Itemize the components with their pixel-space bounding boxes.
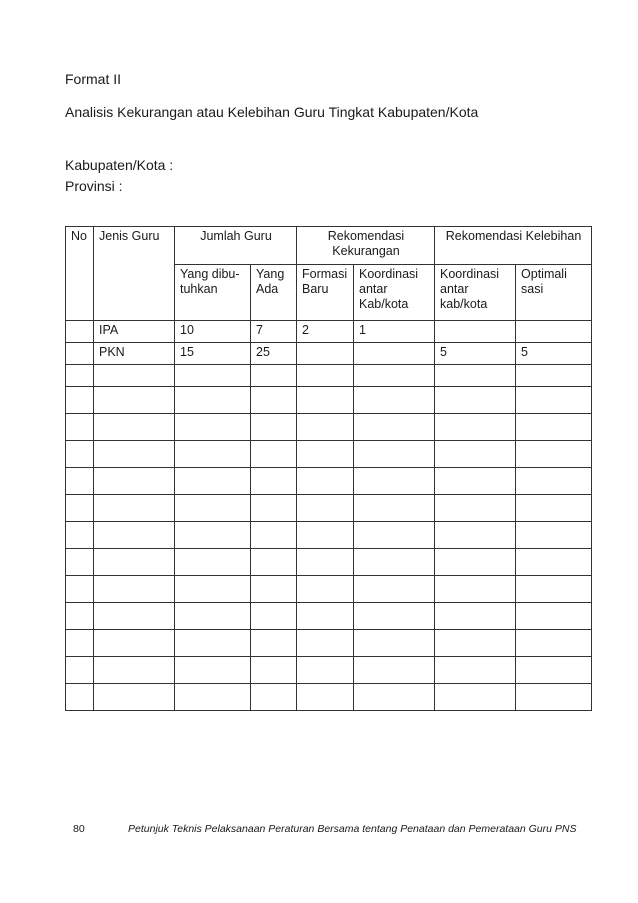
table-cell: 10 [175,321,251,343]
empty-cell [66,657,94,684]
empty-cell [175,441,251,468]
empty-cell [354,603,435,630]
empty-cell [297,603,354,630]
empty-cell [297,441,354,468]
empty-cell [516,549,592,576]
empty-row [66,630,592,657]
empty-cell [354,630,435,657]
table-cell: 5 [435,343,516,365]
empty-row [66,657,592,684]
empty-cell [297,414,354,441]
header-koordinasi-kelebihan: Koordinasi antar kab/kota [435,265,516,321]
empty-cell [175,522,251,549]
empty-cell [175,495,251,522]
empty-cell [354,657,435,684]
empty-cell [94,495,175,522]
empty-cell [251,387,297,414]
empty-cell [175,576,251,603]
empty-cell [354,414,435,441]
empty-cell [94,684,175,711]
empty-cell [175,603,251,630]
header-yang-ada: Yang Ada [251,265,297,321]
table-cell: 2 [297,321,354,343]
table-cell: IPA [94,321,175,343]
empty-cell [435,603,516,630]
empty-cell [516,684,592,711]
document-title: Analisis Kekurangan atau Kelebihan Guru Tingkat Kabupaten/Kota [65,104,479,120]
empty-row [66,414,592,441]
header-rekomendasi-kelebihan: Rekomendasi Kelebihan [435,227,592,265]
empty-cell [354,468,435,495]
empty-cell [516,365,592,387]
empty-cell [94,441,175,468]
footer-text: Petunjuk Teknis Pelaksanaan Peraturan Bersama tentang Penataan dan Pemerataan Guru PNS [128,823,577,835]
table-cell [66,321,94,343]
empty-row [66,441,592,468]
empty-cell [354,576,435,603]
empty-cell [251,630,297,657]
empty-cell [516,657,592,684]
empty-cell [516,576,592,603]
table-row [66,321,592,343]
empty-cell [251,495,297,522]
empty-cell [516,468,592,495]
empty-cell [175,684,251,711]
empty-cell [516,630,592,657]
empty-cell [297,495,354,522]
empty-cell [94,387,175,414]
header-jenis-guru: Jenis Guru [94,227,175,321]
table-cell [435,321,516,343]
header-no: No [66,227,94,321]
empty-cell [297,657,354,684]
empty-cell [175,387,251,414]
table-cell: 7 [251,321,297,343]
empty-cell [94,365,175,387]
empty-cell [175,630,251,657]
provinsi-label: Provinsi : [65,178,123,194]
empty-cell [435,684,516,711]
empty-cell [435,468,516,495]
table-row [66,343,592,365]
empty-cell [94,468,175,495]
format-label: Format II [65,71,122,87]
empty-cell [251,603,297,630]
table-cell [354,343,435,365]
empty-row [66,468,592,495]
empty-cell [175,414,251,441]
empty-row [66,387,592,414]
empty-cell [66,441,94,468]
empty-cell [435,441,516,468]
empty-cell [66,387,94,414]
empty-cell [516,414,592,441]
empty-cell [66,365,94,387]
analysis-table [65,226,592,711]
header-jumlah-guru: Jumlah Guru [175,227,297,265]
empty-cell [66,522,94,549]
empty-cell [94,549,175,576]
empty-cell [354,549,435,576]
kabupaten-label: Kabupaten/Kota : [65,157,174,173]
empty-cell [251,684,297,711]
table-cell: 15 [175,343,251,365]
empty-cell [94,630,175,657]
header-optimalisasi: Optimali sasi [516,265,592,321]
empty-cell [66,468,94,495]
empty-cell [435,549,516,576]
empty-cell [251,657,297,684]
empty-row [66,522,592,549]
table-cell: 25 [251,343,297,365]
table-cell [66,343,94,365]
empty-row [66,603,592,630]
empty-cell [175,549,251,576]
header-rekomendasi-kekurangan: Rekomendasi Kekurangan [297,227,435,265]
empty-cell [175,468,251,495]
empty-cell [66,684,94,711]
empty-cell [175,365,251,387]
empty-cell [297,630,354,657]
empty-cell [297,522,354,549]
table-cell [516,321,592,343]
empty-cell [516,522,592,549]
page-number: 80 [73,823,85,835]
empty-cell [297,549,354,576]
empty-row [66,549,592,576]
header-formasi-baru: Formasi Baru [297,265,354,321]
empty-cell [435,414,516,441]
empty-cell [435,630,516,657]
empty-cell [297,576,354,603]
empty-cell [435,576,516,603]
empty-cell [251,549,297,576]
table-cell: PKN [94,343,175,365]
empty-cell [94,414,175,441]
empty-cell [354,387,435,414]
empty-cell [354,495,435,522]
empty-cell [435,365,516,387]
empty-cell [516,387,592,414]
empty-cell [354,522,435,549]
empty-cell [94,576,175,603]
empty-cell [516,495,592,522]
empty-row [66,495,592,522]
empty-cell [354,365,435,387]
empty-cell [516,603,592,630]
empty-cell [297,365,354,387]
empty-cell [435,495,516,522]
empty-cell [297,387,354,414]
empty-cell [297,684,354,711]
empty-row [66,576,592,603]
empty-cell [251,522,297,549]
header-yang-dibutuhkan: Yang dibu-tuhkan [175,265,251,321]
empty-cell [354,684,435,711]
empty-cell [297,468,354,495]
empty-cell [66,549,94,576]
empty-cell [66,630,94,657]
empty-cell [435,522,516,549]
empty-cell [66,603,94,630]
empty-cell [251,441,297,468]
empty-cell [251,365,297,387]
table-cell: 5 [516,343,592,365]
empty-cell [251,414,297,441]
empty-cell [66,414,94,441]
empty-cell [94,657,175,684]
empty-cell [354,441,435,468]
empty-cell [251,468,297,495]
empty-cell [175,657,251,684]
empty-cell [435,387,516,414]
table-cell: 1 [354,321,435,343]
empty-cell [435,657,516,684]
empty-cell [66,576,94,603]
empty-row [66,365,592,387]
empty-row [66,684,592,711]
empty-cell [516,441,592,468]
empty-cell [66,495,94,522]
empty-cell [94,603,175,630]
table-cell [297,343,354,365]
header-koordinasi-kekurangan: Koordinasi antar Kab/kota [354,265,435,321]
empty-cell [94,522,175,549]
empty-cell [251,576,297,603]
